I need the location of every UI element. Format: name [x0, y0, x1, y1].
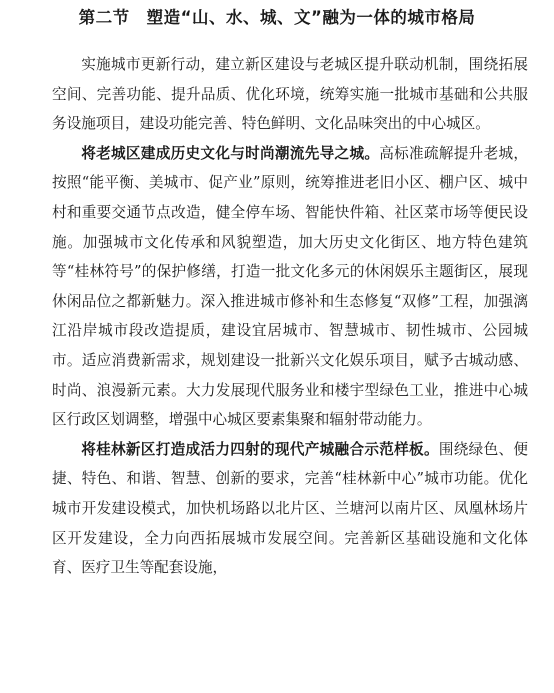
paragraph-text: 高标准疏解提升老城，按照“能平衡、美城市、促产业”原则，统筹推进老旧小区、棚户区、城中村和重要交通节点改造，健全停车场、智能快件箱、社区菜市场等便民设施。加强城市文化传承和风貌塑造，加大历史文化街区、地方特色建筑等“桂林符号”的保护修缮，打造一批文化多元的休闲娱乐主题街区，展现休闲品位之都新魅力。深入推进城市修补和生态修复“双修”工程，加强漓江沿岸城市段改造提质，建设宜居城市、智慧城市、韧性城市、公园城市。适应消费新需求，规划建设一批新兴文化娱乐项目，赋予古城动感、时尚、浪漫新元素。大力发展现代服务业和楼宇型绿色工业，推进中心城区行政区划调整，增强中心城区要素集聚和辐射带动能力。 [52, 144, 528, 429]
paragraph-new-district [52, 435, 528, 583]
paragraph-lead-heading: 将老城区建成历史文化与时尚潮流先导之城。 [81, 144, 380, 162]
paragraph-lead-heading: 将桂林新区打造成活力四射的现代产城融合示范样板。 [81, 440, 439, 458]
paragraph-intro [52, 50, 528, 139]
paragraph-text: 实施城市更新行动，建立新区建设与老城区提升联动机制，围绕拓展空间、完善功能、提升品质、优化环境，统筹实施一批城市基础和公共服务设施项目，建设功能完善、特色鲜明、文化品味突出的中心城区。 [52, 56, 528, 133]
paragraph-old-city [52, 139, 528, 435]
section-title: 第二节 塑造“山、水、城、文”融为一体的城市格局 [78, 8, 476, 27]
paragraph-text: 围绕绿色、便捷、特色、和谐、智慧、创新的要求，完善“桂林新中心”城市功能。优化城市开发建设模式，加快机场路以北片区、兰塘河以南片区、凤凰林场片区开发建设，全力向西拓展城市发展空间。完善新区基础设施和文化体育、医疗卫生等配套设施， [52, 440, 528, 577]
